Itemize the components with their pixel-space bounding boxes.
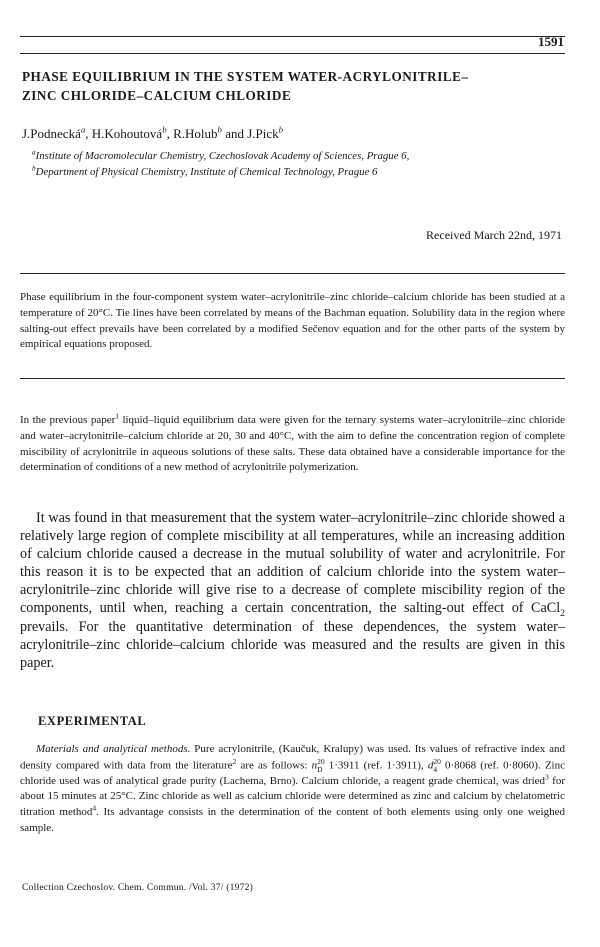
intro-paragraph xyxy=(20,413,565,476)
refractive-index-symbol: n xyxy=(311,759,318,772)
methods-text: are as follows: xyxy=(236,759,312,772)
author-list xyxy=(22,126,283,142)
density-scripts: 20 4 xyxy=(433,756,441,774)
formula-subscript: 2 xyxy=(560,608,565,620)
author-separator: , xyxy=(85,126,92,141)
author-name: H.Kohoutová xyxy=(91,126,163,141)
reference-mark: 1 xyxy=(115,411,119,421)
reference-mark: 4 xyxy=(92,803,97,813)
journal-footer: Collection Czechoslov. Chem. Commun. /Vol. 37/ (1972) xyxy=(22,882,253,893)
author-affiliation-mark: b xyxy=(217,124,222,135)
affiliation-b xyxy=(32,163,378,178)
methods-text: . Its advantage consists in the determination of the content of both elements using only one weighed sample. xyxy=(20,805,565,834)
author-separator: , xyxy=(166,126,174,141)
affiliation-a xyxy=(32,147,410,162)
intro-text: In the previous paper xyxy=(20,414,116,426)
affiliation-mark: a xyxy=(32,147,36,157)
abstract-top-rule xyxy=(20,273,565,274)
main-text: It was found in that measurement that the system water–acrylonitrile–zinc chloride showed a relatively large region of complete miscibility at all temperatures, while an increasing addition of calcium chloride caused a decrease in the mutual solubility of water and acrylonitrile. For this reason it is to be expected that an addition of calcium chloride into the system water–acrylonitrile–zinc chloride will give rise to a decrease of complete miscibility region of the components, until when, reaching a certain concentration, the salting-out effect of CaCl xyxy=(20,510,565,617)
reference-mark: 3 xyxy=(545,772,549,782)
article-title xyxy=(22,67,562,105)
reference-mark: 2 xyxy=(232,756,237,766)
author-affiliation-mark: a xyxy=(80,124,86,135)
affiliation-mark: b xyxy=(32,163,36,173)
author-name: J.Podnecká xyxy=(22,126,81,141)
density-symbol: d xyxy=(427,759,434,772)
author-affiliation-mark: b xyxy=(162,124,167,135)
main-paragraph xyxy=(20,509,565,672)
received-date: Received March 22nd, 1971 xyxy=(426,228,562,242)
header-rule xyxy=(20,36,565,37)
refractive-index-scripts: 20 D xyxy=(317,756,325,774)
author-name: R.Holub xyxy=(173,126,218,141)
author-name: J.Pick xyxy=(247,126,279,141)
section-heading: EXPERIMENTAL xyxy=(38,714,147,728)
methods-text: for about 15 minutes at 25°C. Zinc chloride as well as calcium chloride were determined as zinc and calcium by chelatometric titration method xyxy=(20,774,565,818)
methods-text: Pure acrylonitrile, (Kaučuk, Kralupy) was used. Its values of refractive index and density compared with data from the literature xyxy=(20,743,566,772)
abstract-bottom-rule xyxy=(20,378,565,379)
author-affiliation-mark: b xyxy=(278,124,284,135)
title-line-2: ZINC CHLORIDE–CALCIUM CHLORIDE xyxy=(22,88,292,103)
methods-lead: Materials and analytical methods. xyxy=(36,743,191,755)
author-separator: and xyxy=(221,126,248,141)
page-number: 1591 xyxy=(538,34,564,49)
methods-text: 0·8068 (ref. 0·8060). Zinc chloride used was of analytical grade purity (Lachema, Brno). Calcium chloride, a reagent grade chemical, was dried xyxy=(20,759,565,787)
intro-text: liquid–liquid equilibrium data were given for the ternary systems water–acrylonitrile–zinc chloride and water–acrylonitrile–calcium chloride at 20, 30 and 40°C, with the aim to define the concentration region of complete miscibility of acrylonitrile in aqueous solutions of these salts. These data obtained have a considerable importance for the determination of conditions of a new method of acrylonitrile polymerization. xyxy=(20,414,565,474)
title-line-1: PHASE EQUILIBRIUM IN THE SYSTEM WATER-ACRYLONITRILE– xyxy=(22,69,469,84)
header-rule-lower xyxy=(20,53,565,54)
affiliation-text: Institute of Macromolecular Chemistry, Czechoslovak Academy of Sciences, Prague 6, xyxy=(35,150,410,162)
methods-text: 1·3911 (ref. 1·3911), xyxy=(324,759,428,772)
affiliation-text: Department of Physical Chemistry, Institute of Chemical Technology, Prague 6 xyxy=(35,166,378,178)
main-text: prevails. For the quantitative determination of these dependences, the system water–acrylonitrile–zinc chloride–calcium chloride was measured and the results are given in this paper. xyxy=(20,618,565,671)
abstract: Phase equilibrium in the four-component system water–acrylonitrile–zinc chloride–calcium chloride has been studied at a temperature of 20°C. Tie lines have been correlated by means of the Bachman equation. Solubility data in the region where salting-out effect prevails have been correlated by a modified Sečenov equation and for the other parts of the system by empirical equations proposed. xyxy=(20,291,565,351)
methods-paragraph xyxy=(20,742,565,836)
